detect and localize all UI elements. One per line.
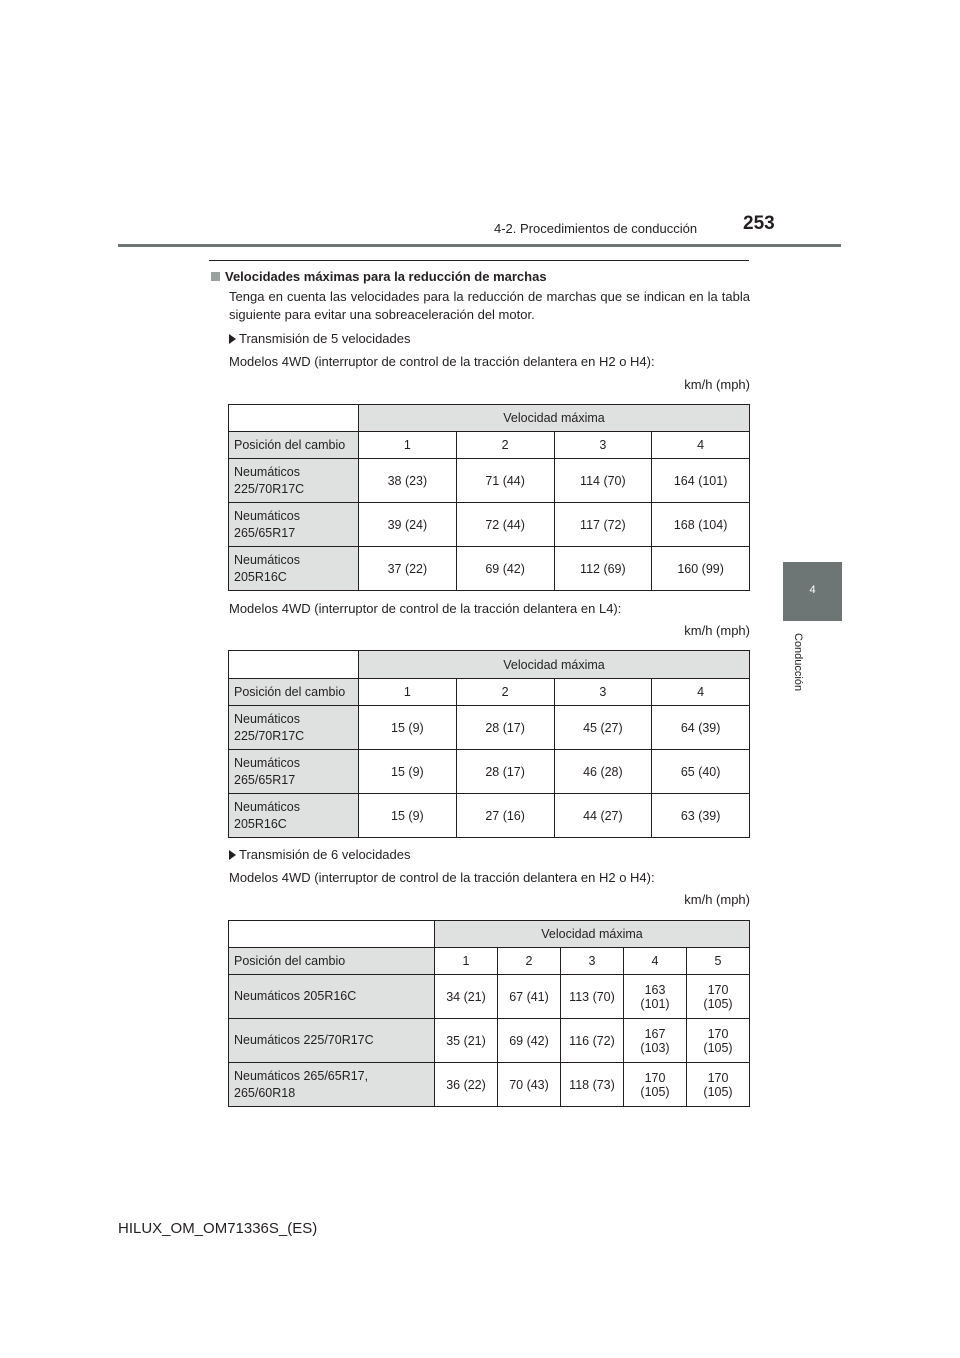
triangle-bullet-icon	[229, 850, 236, 860]
speed-cell: 117 (72)	[554, 503, 652, 547]
speed-table-6-h2h4	[228, 920, 750, 1107]
table2-unit: km/h (mph)	[684, 623, 750, 638]
table-row-header: Posición del cambio	[229, 432, 359, 459]
speed-cell: 39 (24)	[359, 503, 457, 547]
speed-cell: 116 (72)	[561, 1019, 624, 1063]
header-rule	[118, 244, 841, 247]
speed-cell: 168 (104)	[652, 503, 750, 547]
table-corner-cell	[229, 405, 359, 432]
speed-cell: 28 (17)	[456, 706, 554, 750]
speed-cell: 45 (27)	[554, 706, 652, 750]
table-group-header: Velocidad máxima	[359, 405, 750, 432]
gear-header: 2	[456, 679, 554, 706]
speed-cell: 113 (70)	[561, 975, 624, 1019]
speed-cell: 37 (22)	[359, 547, 457, 591]
tire-label: Neumáticos 265/65R17	[229, 750, 359, 794]
document-footer-code: HILUX_OM_OM71336S_(ES)	[118, 1220, 318, 1237]
table-row	[229, 975, 750, 1019]
table1-caption: Modelos 4WD (interruptor de control de la tracción delantera en H2 o H4):	[229, 354, 655, 369]
table-row	[229, 794, 750, 838]
speed-cell: 170 (105)	[687, 1019, 750, 1063]
table1-unit: km/h (mph)	[684, 377, 750, 392]
five-speed-bullet-text: Transmisión de 5 velocidades	[239, 331, 411, 346]
speed-cell: 69 (42)	[498, 1019, 561, 1063]
speed-cell: 67 (41)	[498, 975, 561, 1019]
speed-cell: 70 (43)	[498, 1063, 561, 1107]
header-section-title: 4-2. Procedimientos de conducción	[494, 221, 698, 236]
six-speed-bullet-text: Transmisión de 6 velocidades	[239, 847, 411, 862]
table-corner-cell	[229, 921, 435, 948]
tire-label: Neumáticos 205R16C	[229, 975, 435, 1019]
gear-header: 1	[359, 432, 457, 459]
square-bullet-icon	[211, 272, 220, 281]
speed-table-5-l4	[228, 650, 750, 838]
gear-header: 5	[687, 948, 750, 975]
gear-header: 2	[498, 948, 561, 975]
speed-cell: 72 (44)	[456, 503, 554, 547]
table3-caption: Modelos 4WD (interruptor de control de la tracción delantera en H2 o H4):	[229, 870, 655, 885]
speed-cell: 36 (22)	[435, 1063, 498, 1107]
gear-header: 4	[652, 679, 750, 706]
speed-table-5-h2h4	[228, 404, 750, 591]
chapter-label: Conducción	[792, 633, 804, 692]
gear-header: 4	[652, 432, 750, 459]
page-number: 253	[743, 213, 775, 234]
speed-cell: 167 (103)	[624, 1019, 687, 1063]
table-row	[229, 750, 750, 794]
tire-label: Neumáticos 225/70R17C	[229, 1019, 435, 1063]
speed-cell: 163 (101)	[624, 975, 687, 1019]
speed-cell: 15 (9)	[359, 794, 457, 838]
section-heading	[211, 269, 547, 284]
speed-cell: 71 (44)	[456, 459, 554, 503]
speed-cell: 38 (23)	[359, 459, 457, 503]
table-row-header: Posición del cambio	[229, 948, 435, 975]
table-row	[229, 706, 750, 750]
triangle-bullet-icon	[229, 334, 236, 344]
table3-unit: km/h (mph)	[684, 892, 750, 907]
section-heading-text: Velocidades máximas para la reducción de marchas	[225, 269, 547, 284]
table-corner-cell	[229, 651, 359, 679]
speed-cell: 35 (21)	[435, 1019, 498, 1063]
table-row	[229, 459, 750, 503]
gear-header: 2	[456, 432, 554, 459]
speed-cell: 164 (101)	[652, 459, 750, 503]
table2-caption: Modelos 4WD (interruptor de control de la tracción delantera en L4):	[229, 601, 622, 616]
chapter-number: 4	[809, 584, 816, 596]
tire-label: Neumáticos 265/65R17	[229, 503, 359, 547]
six-speed-bullet	[229, 847, 411, 862]
speed-cell: 69 (42)	[456, 547, 554, 591]
speed-cell: 27 (16)	[456, 794, 554, 838]
table-row	[229, 547, 750, 591]
speed-cell: 64 (39)	[652, 706, 750, 750]
speed-cell: 160 (99)	[652, 547, 750, 591]
speed-cell: 170 (105)	[624, 1063, 687, 1107]
speed-cell: 63 (39)	[652, 794, 750, 838]
table-group-header: Velocidad máxima	[359, 651, 750, 679]
tire-label: Neumáticos 205R16C	[229, 794, 359, 838]
table-row-header: Posición del cambio	[229, 679, 359, 706]
intro-paragraph: Tenga en cuenta las velocidades para la reducción de marchas que se indican en la tabla siguiente para evitar una sobreaceleración del motor.	[229, 289, 750, 322]
tire-label: Neumáticos 205R16C	[229, 547, 359, 591]
gear-header: 3	[554, 679, 652, 706]
speed-cell: 15 (9)	[359, 750, 457, 794]
gear-header: 1	[435, 948, 498, 975]
table-row	[229, 1063, 750, 1107]
section-rule	[209, 260, 749, 261]
speed-cell: 170 (105)	[687, 975, 750, 1019]
gear-header: 3	[561, 948, 624, 975]
speed-cell: 15 (9)	[359, 706, 457, 750]
gear-header: 3	[554, 432, 652, 459]
speed-cell: 112 (69)	[554, 547, 652, 591]
table-row	[229, 503, 750, 547]
tire-label: Neumáticos 225/70R17C	[229, 459, 359, 503]
gear-header: 1	[359, 679, 457, 706]
speed-cell: 46 (28)	[554, 750, 652, 794]
speed-cell: 34 (21)	[435, 975, 498, 1019]
speed-cell: 170 (105)	[687, 1063, 750, 1107]
speed-cell: 44 (27)	[554, 794, 652, 838]
tire-label: Neumáticos 225/70R17C	[229, 706, 359, 750]
speed-cell: 114 (70)	[554, 459, 652, 503]
table-row	[229, 1019, 750, 1063]
speed-cell: 28 (17)	[456, 750, 554, 794]
tire-label: Neumáticos 265/65R17, 265/60R18	[229, 1063, 435, 1107]
table-group-header: Velocidad máxima	[435, 921, 750, 948]
speed-cell: 118 (73)	[561, 1063, 624, 1107]
speed-cell: 65 (40)	[652, 750, 750, 794]
gear-header: 4	[624, 948, 687, 975]
chapter-tab[interactable]	[783, 562, 842, 621]
five-speed-bullet	[229, 331, 411, 346]
